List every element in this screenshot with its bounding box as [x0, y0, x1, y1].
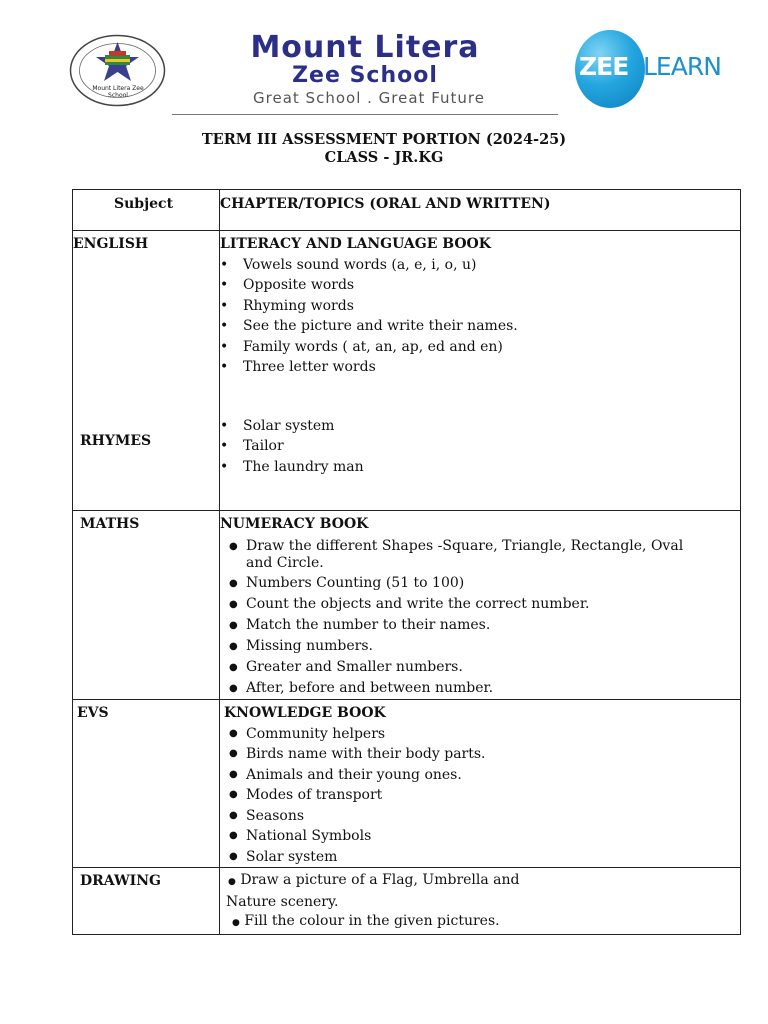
table-row-english — [73, 231, 741, 511]
list-item: ● Numbers Counting (51 to 100) — [220, 574, 740, 593]
brand-name: Mount Litera — [250, 30, 480, 65]
school-seal-logo — [68, 33, 167, 108]
brand-rule — [172, 114, 558, 115]
brand-logo — [172, 30, 558, 110]
book-maths: NUMERACY BOOK — [220, 516, 369, 532]
list-item: • Opposite words — [220, 275, 740, 296]
document-title: TERM III ASSESSMENT PORTION (2024-25) — [201, 131, 567, 148]
header-topics: CHAPTER/TOPICS (ORAL AND WRITTEN) — [220, 196, 551, 212]
subject-maths: MATHS — [80, 516, 140, 532]
list-item: • Three letter words — [220, 357, 740, 378]
table-header-row — [73, 190, 741, 231]
subject-evs: EVS — [77, 705, 109, 721]
list-item: ● Animals and their young ones. — [220, 765, 740, 786]
topics-cell-drawing — [220, 868, 741, 935]
subject-drawing: DRAWING — [80, 873, 161, 889]
subject-cell-maths — [73, 511, 220, 700]
list-item: ● Count the objects and write the correct number. — [220, 595, 740, 614]
subject-cell-english — [73, 231, 220, 511]
list-item: • Rhyming words — [220, 296, 740, 317]
list-item: • Solar system — [220, 416, 740, 437]
english-topic-list — [220, 255, 740, 378]
topics-cell-maths — [220, 511, 741, 700]
book-evs: KNOWLEDGE BOOK — [224, 705, 386, 721]
brand-tagline: Great School . Great Future — [253, 89, 485, 107]
rhymes-topic-list — [220, 416, 740, 478]
list-item: ● Match the number to their names. — [220, 616, 740, 635]
brand-subname: Zee School — [292, 63, 438, 88]
bullet-icon: ● — [232, 918, 240, 928]
table-row-evs — [73, 700, 741, 868]
class-line: CLASS - JR.KG — [324, 149, 444, 166]
portion-table — [72, 189, 741, 935]
topics-cell-english — [220, 231, 741, 511]
list-item: ● Modes of transport — [220, 785, 740, 806]
seal-text: Mount Litera Zee School — [92, 85, 144, 99]
drawing-line-3 — [220, 912, 740, 934]
header-subject-cell — [73, 190, 220, 231]
subject-cell-drawing — [73, 868, 220, 935]
subject-cell-evs — [73, 700, 220, 868]
list-item: • Family words ( at, an, ap, ed and en) — [220, 337, 740, 358]
drawing-item-2: Fill the colour in the given pictures. — [244, 913, 500, 929]
book-english: LITERACY AND LANGUAGE BOOK — [220, 236, 491, 252]
list-item: ● After, before and between number. — [220, 679, 740, 698]
list-item: • Vowels sound words (a, e, i, o, u) — [220, 255, 740, 276]
zeelearn-learn-text: LEARN — [643, 52, 721, 81]
zeelearn-zee-text: ZEE — [579, 52, 629, 81]
evs-topic-list — [220, 724, 740, 868]
bullet-icon: ● — [228, 877, 236, 887]
zeelearn-logo — [573, 28, 733, 110]
drawing-item-1: Draw a picture of a Flag, Umbrella and — [240, 872, 520, 888]
list-item: ● Birds name with their body parts. — [220, 744, 740, 765]
subject-english: ENGLISH — [73, 236, 149, 252]
list-item: ● Solar system — [220, 847, 740, 868]
drawing-line-1 — [220, 868, 740, 893]
list-item: • Tailor — [220, 436, 740, 457]
drawing-line-2: Nature scenery. — [226, 893, 339, 910]
list-item: ● Community helpers — [220, 724, 740, 745]
table-row-maths — [73, 511, 741, 700]
header-topics-cell — [220, 190, 741, 231]
list-item: ● National Symbols — [220, 826, 740, 847]
list-item: ● Seasons — [220, 806, 740, 827]
header-subject: Subject — [114, 196, 174, 212]
list-item: • The laundry man — [220, 457, 740, 478]
list-item: ● Draw the different Shapes -Square, Triangle, Rectangle, Oval and Circle. — [220, 538, 740, 572]
list-item: ● Greater and Smaller numbers. — [220, 658, 740, 677]
list-item: ● Missing numbers. — [220, 637, 740, 656]
topics-cell-evs — [220, 700, 741, 868]
maths-topic-list — [220, 538, 740, 698]
table-row-drawing — [73, 868, 741, 935]
list-item: • See the picture and write their names. — [220, 316, 740, 337]
subject-rhymes: RHYMES — [80, 433, 152, 449]
